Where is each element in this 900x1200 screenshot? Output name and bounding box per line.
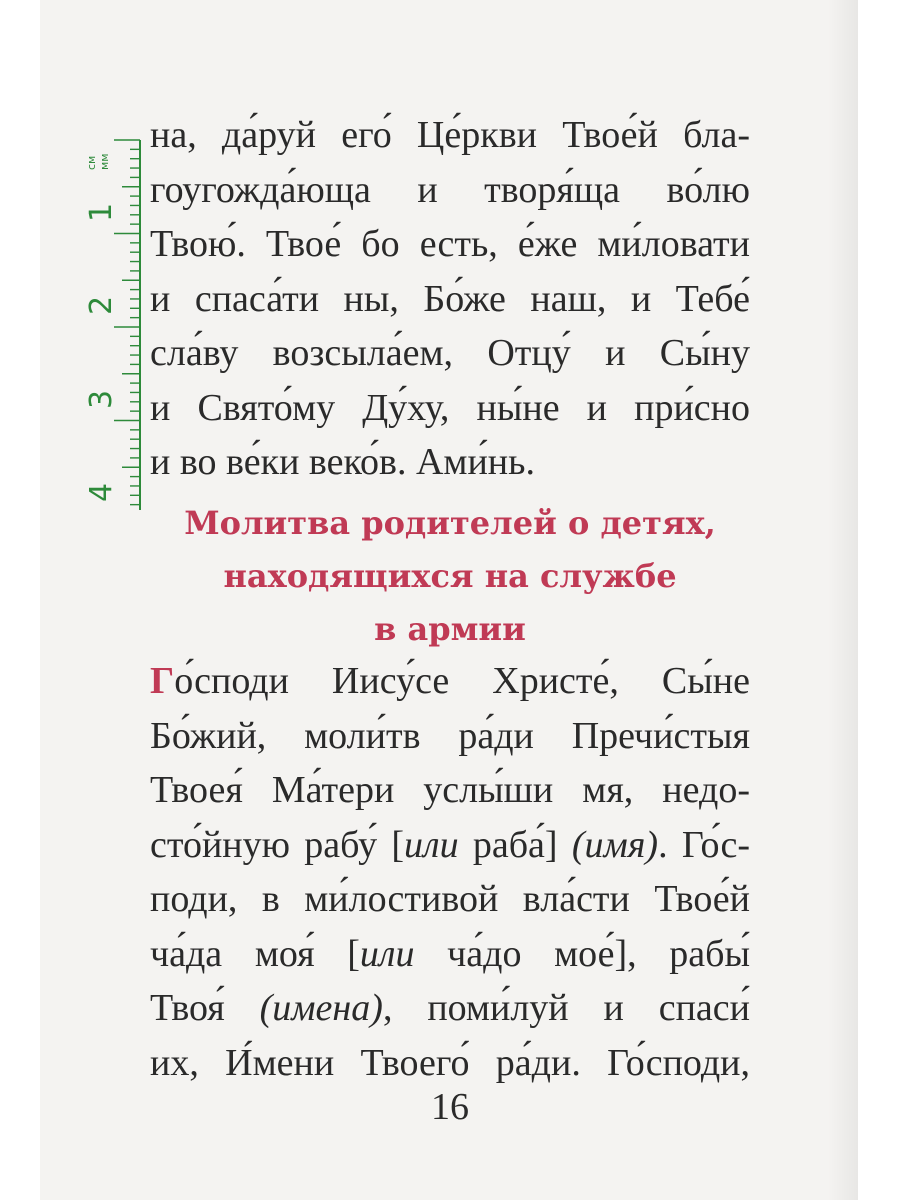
text-line: и спаса́ти ны, Бо́же наш, и Тебе́ (150, 277, 750, 320)
text-line: поди, в ми́лостивой вла́сти Твое́й (150, 878, 750, 920)
text-span: Твоя́ (150, 987, 260, 1029)
text-line (150, 981, 750, 1036)
text-line (150, 818, 750, 873)
text-span: ча́да моя́ [ (150, 932, 360, 975)
text-span: раба́] (458, 823, 572, 866)
text-span: , поми́луй и спаси́ (382, 987, 750, 1029)
text-span: о́споди Иису́се Христе́, Сы́не (174, 660, 750, 702)
text-line: сла́ву возсыла́ем, Отцу́ и Сы́ну (150, 332, 750, 374)
text-span: . Го́с- (658, 823, 750, 866)
drop-cap: Г (150, 660, 175, 702)
prayer-title (150, 497, 750, 656)
text-line (150, 927, 750, 982)
text-span: ча́до мое́], рабы́ (414, 932, 750, 975)
text-line: Бо́жий, моли́тв ра́ди Пречи́стыя (150, 714, 750, 757)
italic-note: или (359, 932, 415, 975)
text-line: и Свято́му Ду́ху, ны́не и при́сно (150, 386, 750, 429)
italic-note: (имена) (259, 987, 383, 1029)
ruler-number-4: 4 (84, 482, 120, 503)
ruler-number-3: 3 (84, 389, 120, 410)
ruler-number-1: 1 (84, 202, 120, 223)
text-line: и во ве́ки веко́в. Ами́нь. (150, 441, 535, 483)
text-line: гоугожда́юща и творя́ща во́лю (150, 168, 750, 211)
measurement-ruler (80, 120, 148, 510)
title-line: Молитва родителей о детях, (184, 504, 716, 542)
page-number: 16 (431, 1086, 469, 1128)
title-line: в армии (374, 610, 526, 648)
text-line (150, 654, 750, 709)
ruler-number-2: 2 (84, 295, 120, 316)
page-edge-shadow (828, 0, 858, 1200)
top-paragraph (150, 108, 750, 490)
italic-note: или (404, 823, 459, 866)
text-line: на, да́руй его́ Це́ркви Твое́й бла- (150, 114, 750, 156)
ruler-unit-mm: мм (98, 153, 111, 170)
italic-note: (имя) (571, 823, 659, 866)
text-line: их, И́мени Твоего́ ра́ди. Го́споди, (150, 1041, 750, 1084)
ruler-unit-cm: см (85, 155, 98, 170)
prayer-body (150, 654, 750, 1090)
text-line: Твою́. Твое́ бо есть, е́же ми́ловати (150, 223, 750, 265)
title-line: находящихся на службе (223, 557, 677, 595)
text-line: Твоея́ Ма́тери услы́ши мя, недо- (150, 769, 750, 811)
text-span: сто́йную рабу́ [ (150, 823, 404, 866)
